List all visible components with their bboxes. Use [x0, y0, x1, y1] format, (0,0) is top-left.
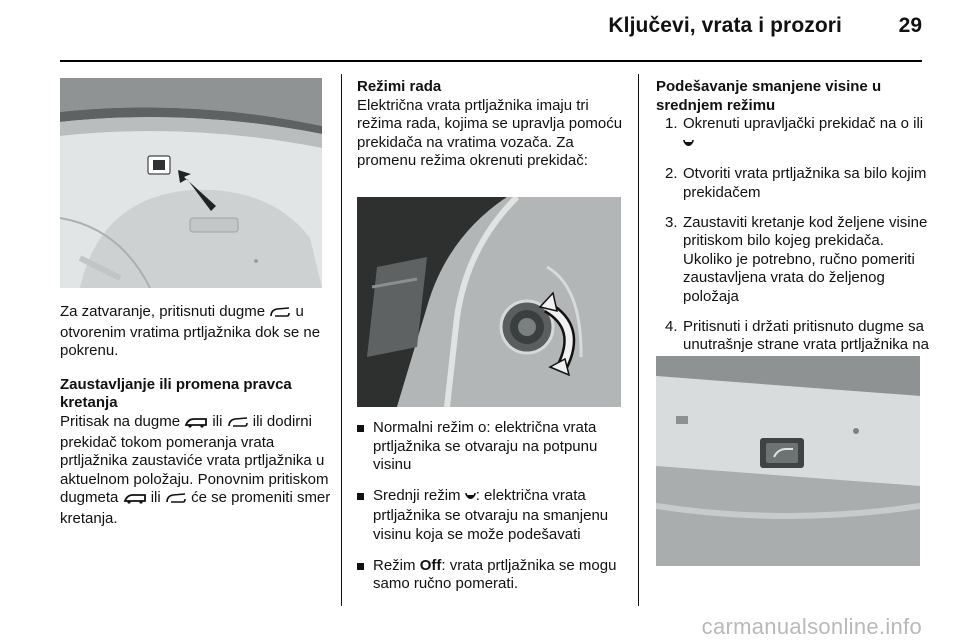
tailgate-button-photo — [60, 78, 322, 288]
bullet-square — [357, 425, 364, 432]
step-text: Zaustaviti kretanje kod željene visine pritiskom bilo kojeg prekidača. Ukoliko je potrebno, ručno pomeriti zaustavljena vrata do željenog položaja — [683, 213, 928, 305]
stop-text-3: ili dodirni prekidač tokom pomeranja vrata prtljažnika zaustaviće vrata prtljažnika u aktuelnom položaju. Ponovnim pritiskom dugmeta — [60, 412, 329, 507]
column-right — [656, 78, 932, 384]
column-left — [60, 303, 335, 529]
driver-door-switch-photo — [357, 197, 621, 407]
bullet-square — [357, 493, 364, 500]
inner-tailgate-button-photo — [656, 356, 920, 566]
page-number: 29 — [898, 14, 922, 37]
step-text: Otvoriti vrata prtljažnika sa bilo kojim prekidačem — [683, 165, 927, 201]
step-text: Pritisnuti i držati pritisnuto dugme sa unutrašnje strane vrata prtljažnika na — [683, 317, 929, 354]
list-item — [656, 115, 932, 154]
mode-off-text-start: Režim — [373, 556, 416, 574]
watermark: carmanualsonline.info — [701, 614, 922, 639]
tailgate-close-icon — [123, 491, 147, 510]
step-text: Okrenuti upravljački prekidač na o ili — [683, 115, 924, 133]
step-number: 2. — [665, 165, 678, 183]
stop-instruction — [60, 413, 335, 529]
page-title: Ključevi, vrata i prozori — [608, 14, 842, 37]
mode-off-text-end: : vrata prtljažnika se mogu samo ručno pomerati. — [373, 556, 617, 593]
adjust-steps — [656, 115, 932, 373]
header-rule — [60, 60, 922, 62]
modes-intro: Električna vrata prtljažnika imaju tri režima rada, kojima se upravlja pomoću prekidača na vratima vozača. Za promenu režima okrenuti prekidač: — [357, 96, 623, 170]
list-item — [357, 487, 627, 545]
tailgate-close-icon — [184, 415, 208, 434]
list-item — [357, 419, 627, 475]
tailgate-open-icon — [269, 305, 291, 324]
bullet-square — [357, 563, 364, 570]
stop-heading: Zaustavljanje ili promena pravca kretanja — [60, 375, 292, 412]
mode-off-label: Off — [419, 556, 442, 574]
column-middle-top — [357, 78, 627, 171]
tailgate-open-icon — [165, 491, 187, 510]
list-item — [656, 214, 932, 307]
close-text-start: Za zatvaranje, pritisnuti dugme — [60, 303, 266, 320]
list-item — [656, 165, 932, 202]
mid-mode-icon — [683, 136, 694, 155]
mode-list — [357, 419, 627, 594]
list-item — [357, 557, 627, 594]
modes-heading: Režimi rada — [357, 78, 442, 95]
column-divider — [341, 74, 342, 606]
close-text-end: u otvorenim vratima prtljažnika dok se ne pokrenu. — [60, 303, 321, 360]
column-divider — [638, 74, 639, 606]
step-number: 1. — [665, 115, 678, 133]
mode-mid-text-start: Srednji režim — [373, 486, 461, 504]
mode-normal-text: Normalni režim o: električna vrata prtljažnika se otvaraju na potpunu visinu — [373, 419, 598, 474]
tailgate-open-icon — [227, 415, 249, 434]
stop-text-1: Pritisak na dugme — [60, 412, 181, 430]
step-number: 4. — [665, 317, 678, 335]
close-instruction — [60, 303, 335, 361]
mode-mid-text-end: : električna vrata prtljažnika se otvaraju na smanjenu visinu koja se može podešavati — [373, 486, 609, 543]
adjust-heading: Podešavanje smanjene visine u srednjem režimu — [656, 78, 882, 114]
stop-text-2: ili — [212, 412, 223, 430]
column-middle-bottom — [357, 419, 627, 606]
stop-text-4: ili — [150, 489, 161, 507]
stop-text-5: će se promeniti smer kretanja. — [60, 489, 331, 527]
step-number: 3. — [665, 213, 678, 231]
mid-mode-icon — [465, 489, 476, 508]
